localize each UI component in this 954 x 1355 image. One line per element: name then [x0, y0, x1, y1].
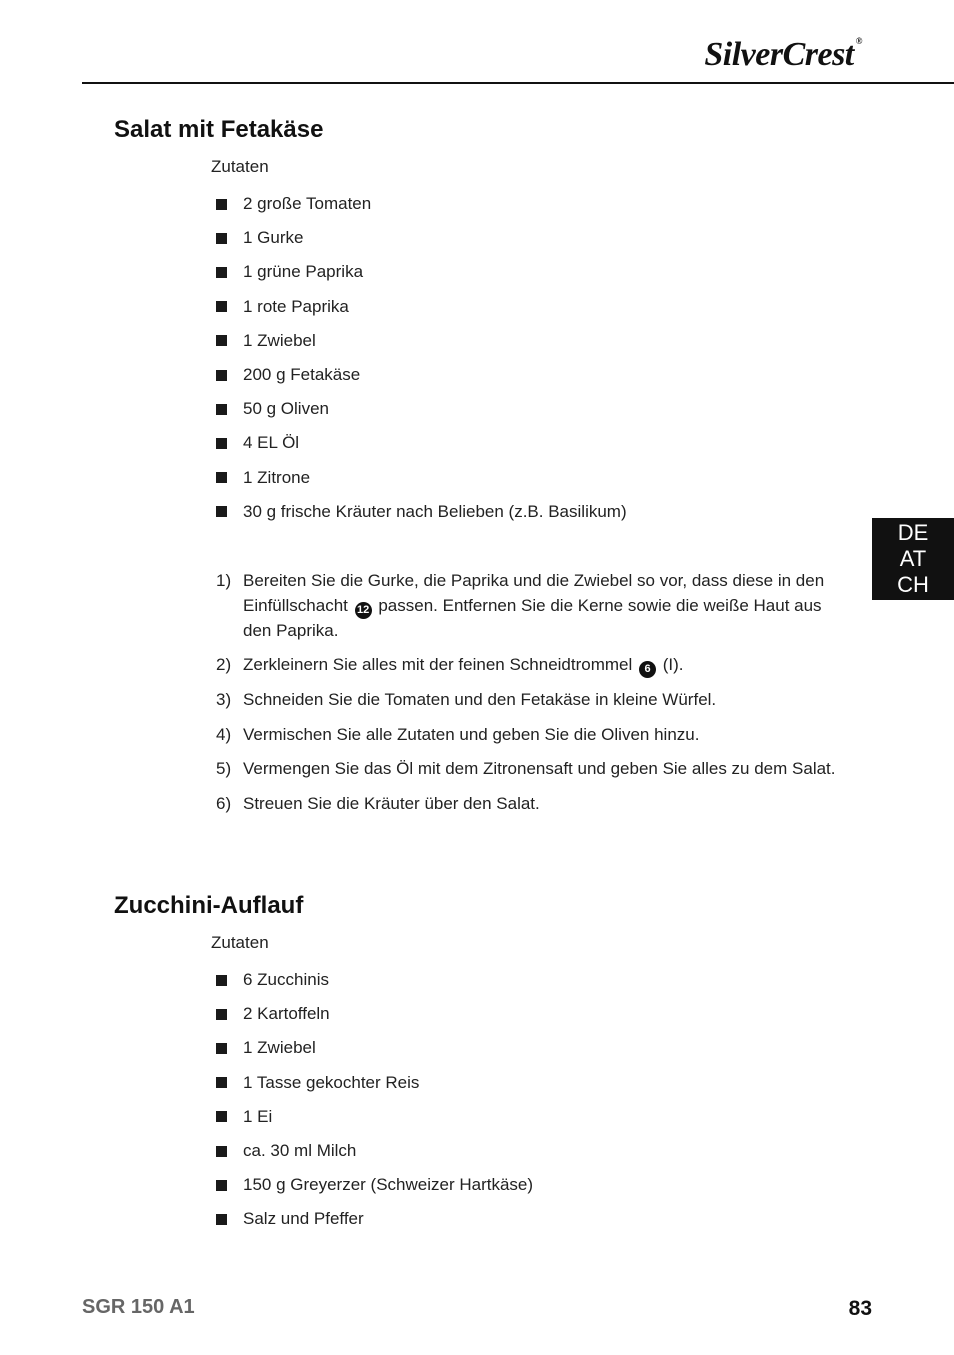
bullet-square-icon	[216, 438, 227, 449]
list-item	[216, 997, 533, 1031]
step-text	[243, 792, 841, 817]
list-item	[216, 187, 627, 221]
ingredient-text: 150 g Greyerzer (Schweizer Hartkäse)	[243, 1175, 534, 1195]
lang-ch: CH	[897, 572, 929, 597]
header-divider	[82, 82, 954, 84]
ingredient-text: 1 Zwiebel	[243, 1038, 316, 1058]
list-item	[216, 1031, 533, 1065]
bullet-square-icon	[216, 1077, 227, 1088]
step-text-part: Vermischen Sie alle Zutaten und geben Sie die Oliven hinzu.	[243, 724, 700, 744]
ingredient-text: Salz und Pfeffer	[243, 1209, 364, 1229]
step-text-part: Schneiden Sie die Tomaten und den Fetakäse in kleine Würfel.	[243, 690, 717, 709]
bullet-square-icon	[216, 1009, 227, 1020]
step-number: 5)	[216, 759, 232, 778]
step-text-part: Bereiten Sie die Gurke, die Paprika und die Zwiebel so vor, dass diese in den Einfüllschacht	[243, 571, 825, 615]
instruction-step	[216, 653, 841, 678]
list-item	[216, 324, 627, 358]
ingredient-list-salat	[216, 187, 627, 529]
step-text	[243, 653, 841, 678]
instruction-step	[216, 569, 841, 643]
ingredient-text: 1 grüne Paprika	[243, 262, 364, 282]
ingredient-text: 2 Kartoffeln	[243, 1004, 330, 1024]
ingredient-text: 1 Zwiebel	[243, 330, 316, 350]
list-item	[216, 495, 627, 529]
list-item	[216, 1066, 533, 1100]
brand-logo	[704, 36, 862, 74]
instruction-steps-salat	[216, 569, 841, 826]
list-item	[216, 1100, 533, 1134]
language-tab	[872, 518, 954, 600]
bullet-square-icon	[216, 267, 227, 278]
ingredient-text: 6 Zucchinis	[243, 970, 329, 990]
bullet-square-icon	[216, 975, 227, 986]
instruction-step	[216, 688, 841, 713]
step-text-part: Zerkleinern Sie alles mit der feinen Schneidtrommel	[243, 655, 638, 674]
footer-page-number: 83	[848, 1297, 872, 1320]
section-title-zucchini: Zucchini-Auflauf	[114, 892, 304, 919]
bullet-square-icon	[216, 370, 227, 381]
ingredient-text: 30 g frische Kräuter nach Belieben (z.B. Basilikum)	[243, 501, 627, 521]
step-text	[243, 688, 841, 713]
bullet-square-icon	[216, 233, 227, 244]
bullet-square-icon	[216, 404, 227, 415]
ingredients-label-zucchini: Zutaten	[211, 933, 269, 952]
list-item	[216, 221, 627, 255]
footer-model-number: SGR 150 A1	[82, 1296, 195, 1318]
list-item	[216, 461, 627, 495]
step-text	[243, 569, 841, 643]
step-number: 6)	[216, 793, 232, 813]
ingredient-text: 1 Ei	[243, 1106, 273, 1126]
bullet-square-icon	[216, 1043, 227, 1054]
section-title-salat: Salat mit Fetakäse	[114, 116, 324, 143]
bullet-square-icon	[216, 1214, 227, 1225]
list-item	[216, 358, 627, 392]
step-text-part: passen. Entfernen Sie die Kerne sowie die weiße Haut aus den Paprika.	[243, 595, 822, 640]
ingredient-text: ca. 30 ml Milch	[243, 1141, 357, 1161]
ingredient-text: 1 Zitrone	[243, 467, 311, 487]
step-text	[243, 757, 841, 782]
part-reference-badge: 6	[639, 661, 656, 678]
bullet-square-icon	[216, 1111, 227, 1122]
list-item	[216, 392, 627, 426]
part-reference-badge: 12	[355, 602, 372, 619]
step-number: 2)	[216, 655, 232, 674]
list-item	[216, 1134, 533, 1168]
list-item	[216, 963, 533, 997]
step-text-part: (I).	[658, 655, 684, 674]
ingredient-text: 1 Tasse gekochter Reis	[243, 1072, 420, 1092]
step-text-part: Vermengen Sie das Öl mit dem Zitronensaft und geben Sie alles zu dem Salat.	[243, 759, 836, 778]
ingredient-list-zucchini	[216, 963, 533, 1237]
bullet-square-icon	[216, 199, 227, 210]
brand-logo-text: SilverCrest	[704, 36, 854, 73]
bullet-square-icon	[216, 472, 227, 483]
list-item	[216, 1168, 533, 1202]
bullet-square-icon	[216, 1180, 227, 1191]
ingredient-text: 2 große Tomaten	[243, 194, 372, 214]
ingredient-text: 1 Gurke	[243, 228, 304, 248]
lang-de: DE	[897, 520, 929, 545]
ingredient-text: 1 rote Paprika	[243, 296, 349, 316]
bullet-square-icon	[216, 506, 227, 517]
bullet-square-icon	[216, 335, 227, 346]
instruction-step	[216, 757, 841, 782]
list-item	[216, 426, 627, 460]
ingredients-label-salat: Zutaten	[211, 157, 269, 176]
step-text	[243, 723, 841, 748]
list-item	[216, 1202, 533, 1236]
step-number: 1)	[216, 571, 232, 590]
list-item	[216, 290, 627, 324]
step-number: 3)	[216, 690, 232, 709]
lang-at: AT	[899, 546, 927, 571]
ingredient-text: 200 g Fetakäse	[243, 365, 361, 385]
instruction-step	[216, 792, 841, 817]
instruction-step	[216, 723, 841, 748]
ingredient-text: 50 g Oliven	[243, 399, 329, 419]
ingredient-text: 4 EL Öl	[243, 433, 300, 453]
bullet-square-icon	[216, 301, 227, 312]
list-item	[216, 255, 627, 289]
step-number: 4)	[216, 724, 232, 744]
registered-mark: ®	[855, 36, 862, 46]
bullet-square-icon	[216, 1146, 227, 1157]
step-text-part: Streuen Sie die Kräuter über den Salat.	[243, 793, 540, 813]
